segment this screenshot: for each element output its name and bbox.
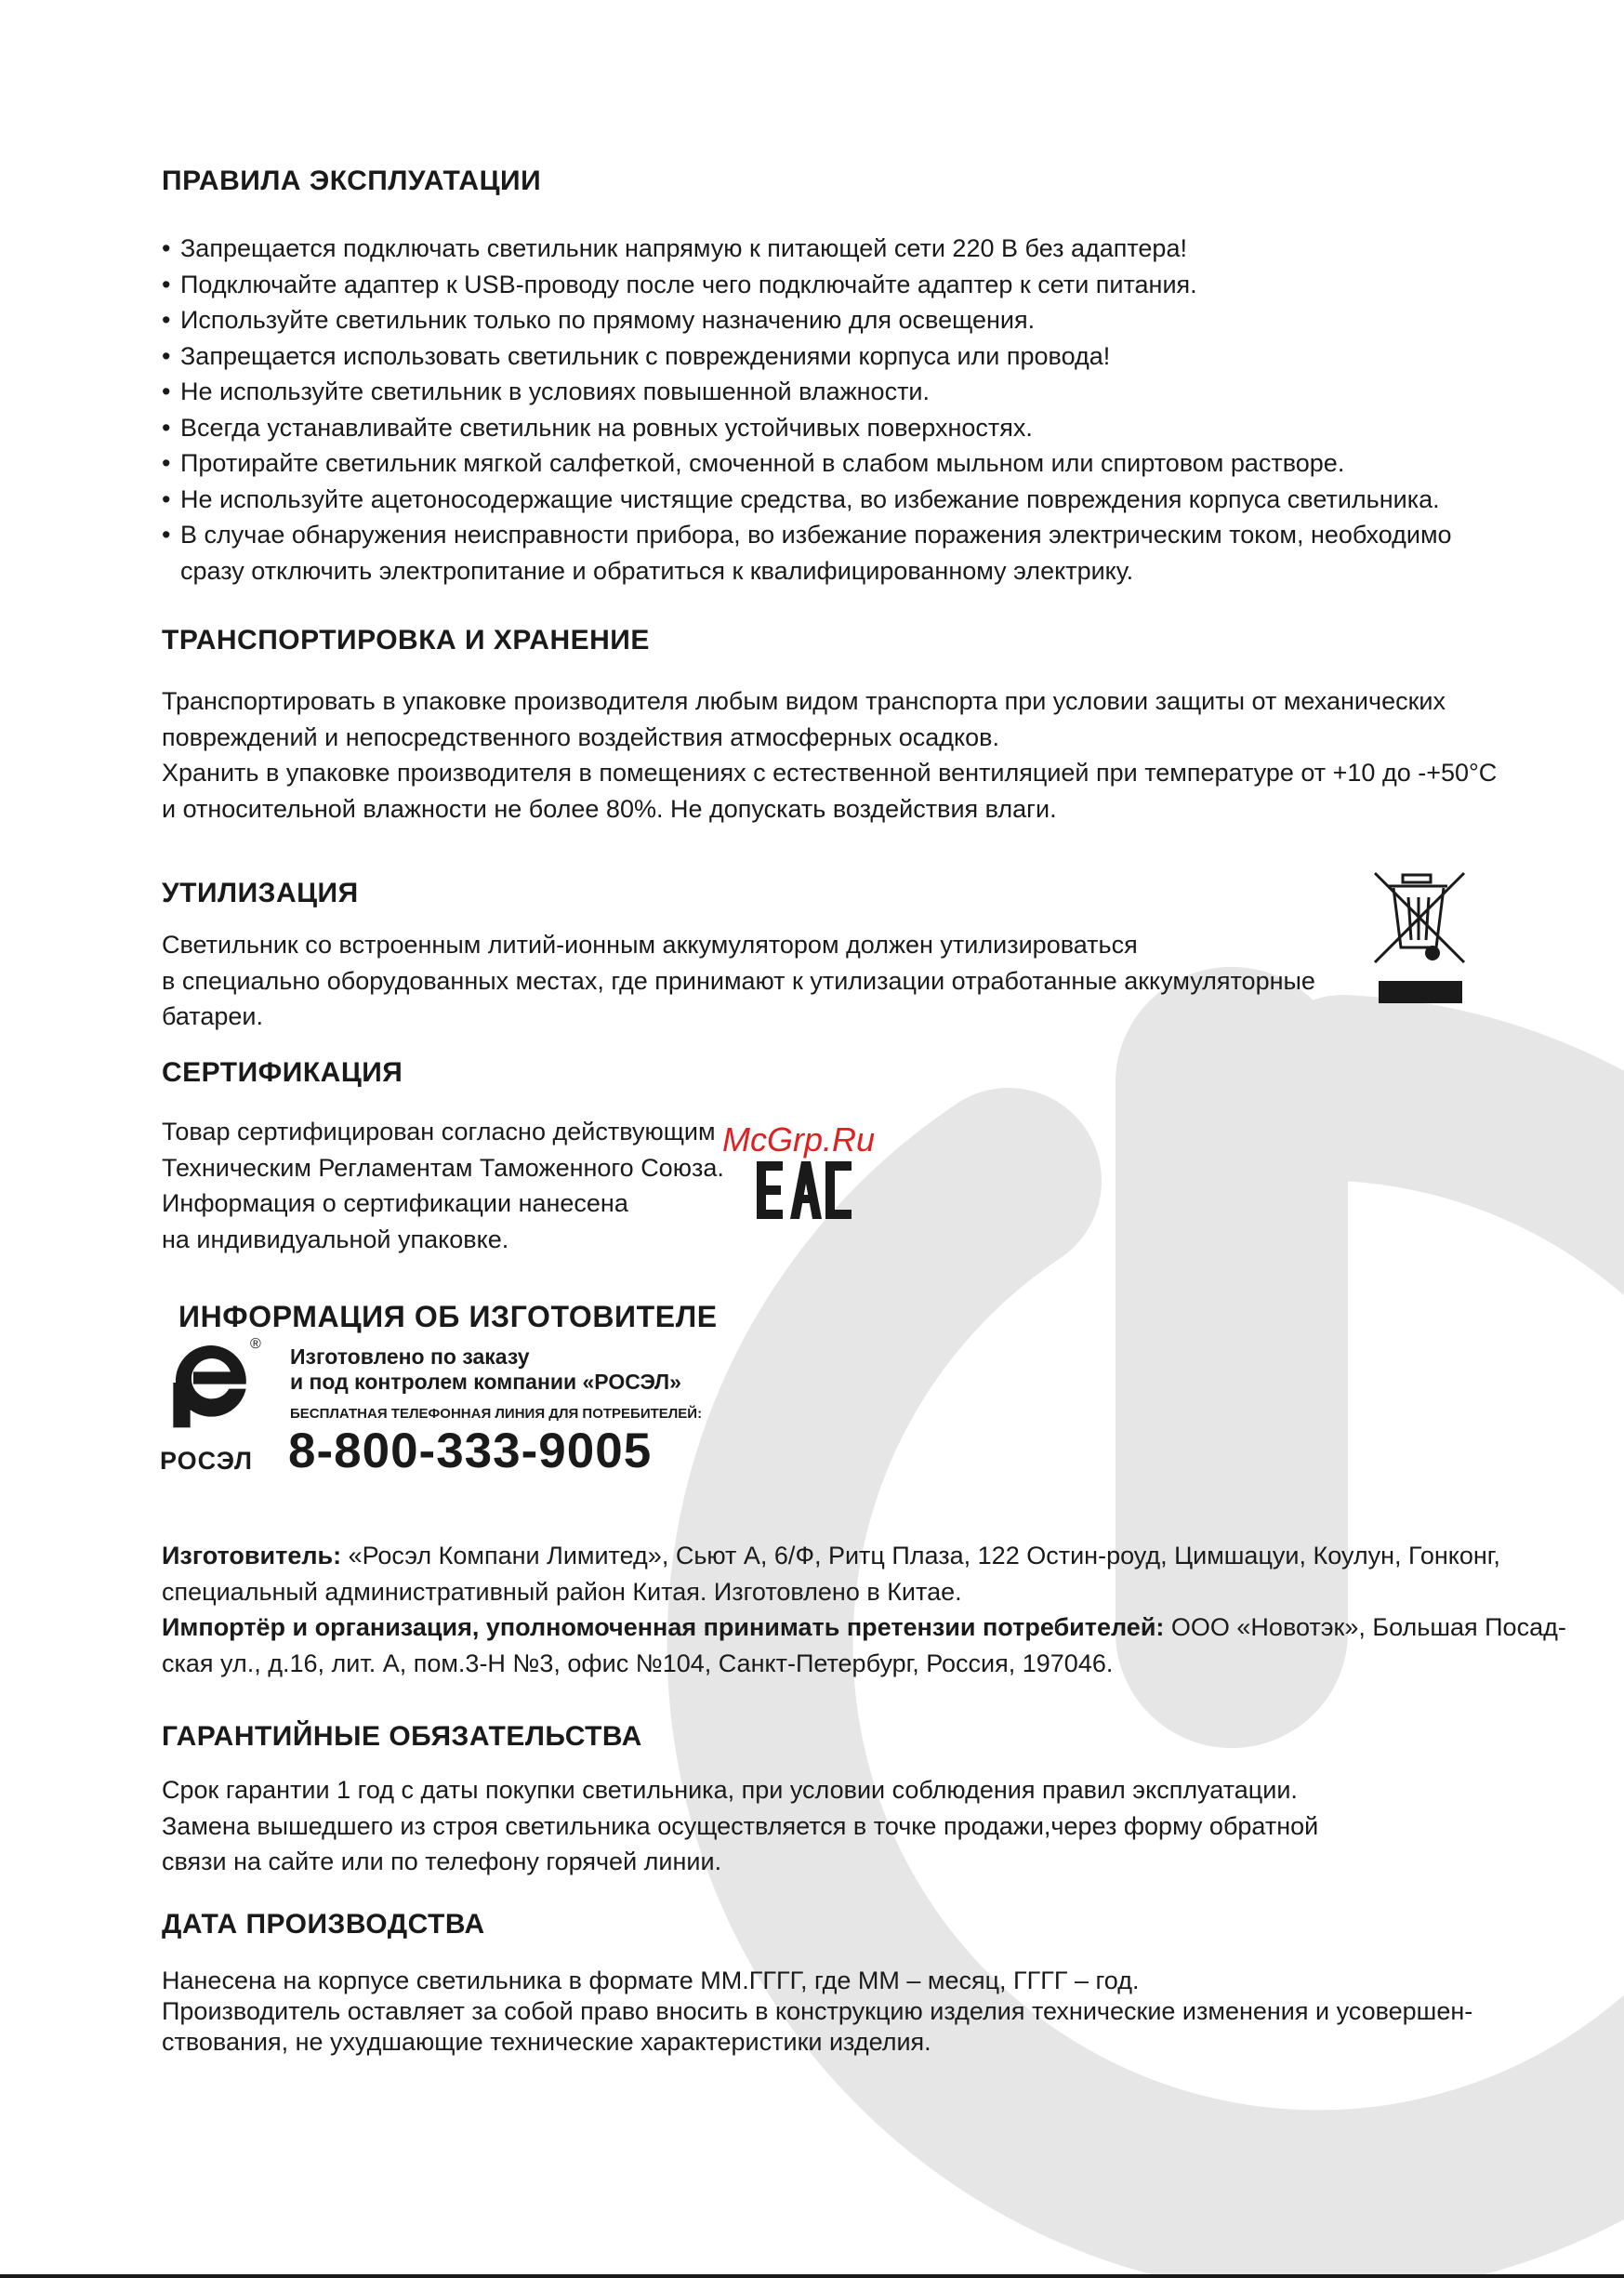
manufacturer-info-title: ИНФОРМАЦИЯ ОБ ИЗГОТОВИТЕЛЕ — [178, 1300, 718, 1333]
importer-label: Импортёр и организация, уполномоченная принимать претензии потребителей: — [162, 1613, 1165, 1641]
transport-title: ТРАНСПОРТИРОВКА И ХРАНЕНИЕ — [162, 625, 650, 656]
text-line: Транспортировать в упаковке производителя любым видом транспорта при условии защиты от механических — [162, 687, 1446, 715]
disposal-text — [162, 927, 1315, 1035]
registered-mark: ® — [250, 1336, 261, 1352]
warranty-title: ГАРАНТИЙНЫЕ ОБЯЗАТЕЛЬСТВА — [162, 1721, 642, 1752]
text-line: Производитель оставляет за собой право вносить в конструкцию изделия технические изменения и усовершен- — [162, 1997, 1473, 2025]
crossed-out-wheelie-bin-icon — [1371, 871, 1470, 1006]
text-line: Нанесена на корпусе светильника в формате ММ.ГГГГ, где ММ – месяц, ГГГГ – год. — [162, 1967, 1140, 1994]
watermark-text: McGrp.Ru — [722, 1120, 876, 1159]
importer-line — [162, 1609, 1566, 1646]
manufacturer-line — [162, 1538, 1566, 1574]
transport-text — [162, 683, 1497, 827]
text-line: Информация о сертификации нанесена — [162, 1189, 628, 1217]
text-line: Срок гарантии 1 год с даты покупки светильника, при условии соблюдения правил эксплуатации. — [162, 1776, 1298, 1804]
order-line-2: и под контролем компании «РОСЭЛ» — [290, 1370, 681, 1394]
importer-text: ООО «Новотэк», Большая Посад- — [1164, 1613, 1566, 1641]
rule-item: • Не используйте ацетоносодержащие чистящие средства, во избежание повреждения корпуса светильника. — [162, 482, 1452, 518]
hotline-label: БЕСПЛАТНАЯ ТЕЛЕФОННАЯ ЛИНИЯ ДЛЯ ПОТРЕБИТЕЛЕЙ: — [290, 1406, 703, 1422]
rosel-logo-name: РОСЭЛ — [160, 1447, 253, 1475]
rule-item: • Запрещается использовать светильник с повреждениями корпуса или провода! — [162, 338, 1452, 375]
certification-text — [162, 1114, 724, 1257]
text-line: ствования, не ухудшающие технические характеристики изделия. — [162, 2028, 931, 2056]
text-line: специальный административный район Китая. Изготовлено в Китае. — [162, 1577, 962, 1606]
order-line-1: Изготовлено по заказу — [290, 1344, 530, 1369]
rule-item: • В случае обнаружения неисправности прибора, во избежание поражения электрическим током, необходимо — [162, 517, 1452, 553]
manufacturer-text: «Росэл Компани Лимитед», Сьют А, 6/Ф, Ритц Плаза, 122 Остин-роуд, Цимшацуи, Коулун, Гонконг, — [341, 1542, 1500, 1569]
text-line: Светильник со встроенным литий-ионным аккумулятором должен утилизироваться — [162, 931, 1138, 959]
text-line: Техническим Регламентам Таможенного Союза. — [162, 1153, 724, 1182]
rule-item: • Не используйте светильник в условиях повышенной влажности. — [162, 374, 1452, 410]
hotline-phone-number: 8-800-333-9005 — [288, 1424, 653, 1478]
rule-item: • Протирайте светильник мягкой салфеткой, смоченной в слабом мыльном или спиртовом растворе. — [162, 445, 1452, 482]
text-line: ская ул., д.16, лит. А, пом.3-Н №3, офис №104, Санкт-Петербург, Россия, 197046. — [162, 1649, 1114, 1677]
rule-item: • Используйте светильник только по прямому назначению для освещения. — [162, 302, 1452, 338]
rosel-logo — [160, 1336, 264, 1429]
text-line: повреждений и непосредственного воздействия атмосферных осадков. — [162, 722, 999, 751]
manufacturer-label: Изготовитель: — [162, 1542, 342, 1569]
rule-item: • Подключайте адаптер к USB-проводу после чего подключайте адаптер к сети питания. — [162, 267, 1452, 303]
rules-list — [162, 231, 1452, 589]
eac-certification-mark — [755, 1159, 853, 1221]
text-line: Замена вышедшего из строя светильника осуществляется в точке продажи,через форму обратной — [162, 1811, 1319, 1840]
text-line: на индивидуальной упаковке. — [162, 1225, 509, 1253]
rule-item: • Запрещается подключать светильник напрямую к питающей сети 220 В без адаптера! — [162, 231, 1452, 267]
rule-item-continuation: сразу отключить электропитание и обратиться к квалифицированному электрику. — [180, 556, 1134, 585]
text-line: Товар сертифицирован согласно действующим — [162, 1118, 716, 1146]
rules-title: ПРАВИЛА ЭКСПЛУАТАЦИИ — [162, 166, 542, 196]
production-date-text — [162, 1966, 1472, 2058]
text-line: Хранить в упаковке производителя в помещениях с естественной вентиляцией при температуре от +10 до -+50°С — [162, 759, 1498, 787]
rule-item: • Всегда устанавливайте светильник на ровных устойчивых поверхностях. — [162, 410, 1452, 446]
text-line: связи на сайте или по телефону горячей линии. — [162, 1848, 722, 1875]
legal-text — [162, 1538, 1566, 1681]
warranty-text — [162, 1772, 1318, 1880]
production-date-title: ДАТА ПРОИЗВОДСТВА — [162, 1909, 485, 1940]
bottom-border — [0, 2274, 1624, 2278]
text-line: в специально оборудованных местах, где принимают к утилизации отработанные аккумуляторные — [162, 966, 1315, 995]
text-line: батареи. — [162, 1002, 263, 1030]
text-line: и относительной влажности не более 80%. Не допускать воздействия влаги. — [162, 794, 1057, 823]
certification-title: СЕРТИФИКАЦИЯ — [162, 1057, 403, 1088]
disposal-title: УТИЛИЗАЦИЯ — [162, 878, 359, 908]
